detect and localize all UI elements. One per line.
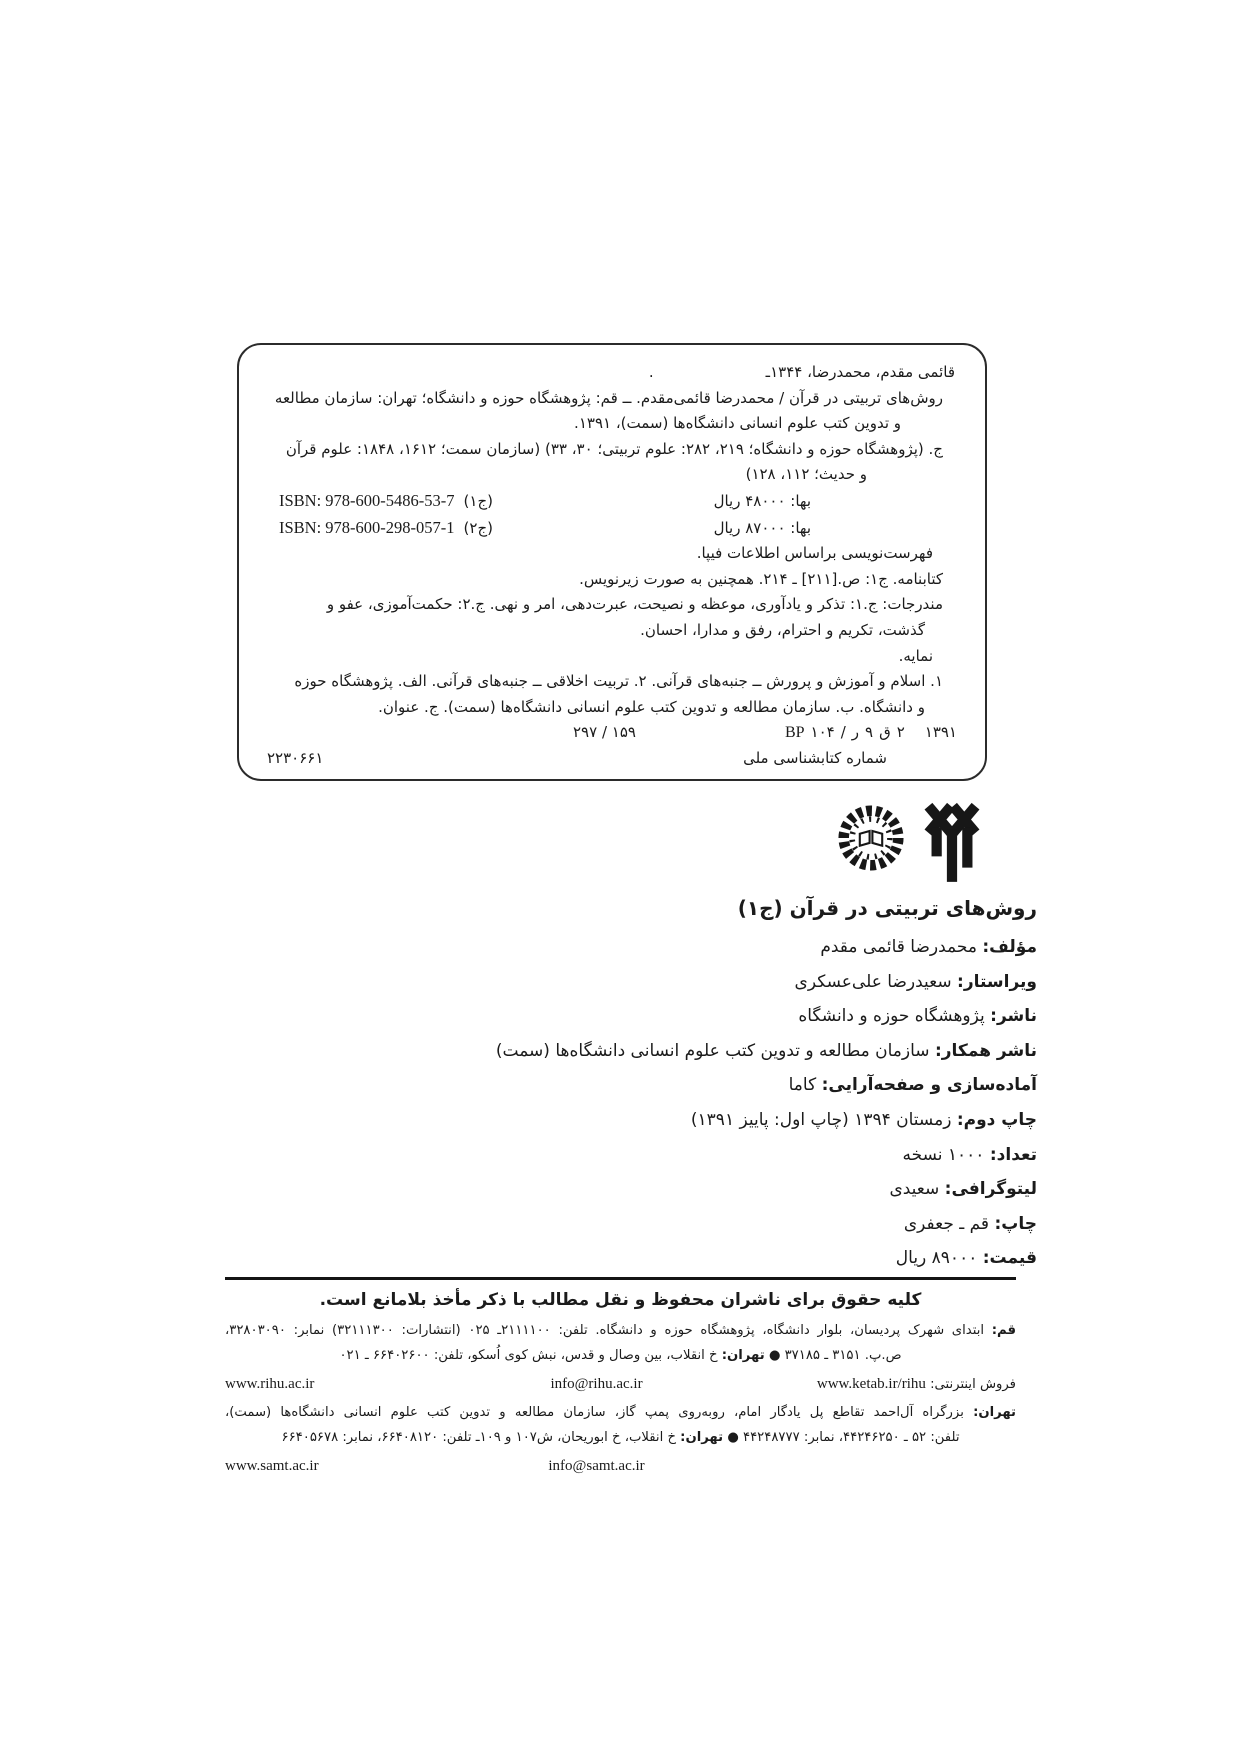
cip-title-line-1: روش‌های تربیتی در قرآن / محمدرضا قائمی‌مقدم. ــ قم: پژوهشگاه حوزه و دانشگاه؛ تهران: سازمان مطالعه xyxy=(274,388,943,407)
info-row-price xyxy=(496,1241,1037,1276)
address-samt-tehran xyxy=(225,1400,1016,1425)
info-row-publisher xyxy=(496,999,1037,1034)
cip-call-year: ۱۳۹۱ xyxy=(924,723,957,742)
info-row-printing xyxy=(496,1207,1037,1242)
cip-series-line-1: ج. (پژوهشگاه حوزه و دانشگاه؛ ۲۱۹، ۲۸۲: علوم تربیتی؛ ۳۰، ۳۳) (سازمان سمت؛ ۱۶۱۲، ۱۸۴۸: علوم قرآن xyxy=(285,439,943,458)
book-title: روش‌های تربیتی در قرآن (ج۱) xyxy=(737,896,1037,920)
tehran3-label: تهران: xyxy=(680,1430,724,1446)
cip-isbn-2-number: ISBN: 978-600-298-057-1 xyxy=(279,517,455,537)
info-label: لیتوگرافی: xyxy=(944,1179,1037,1200)
info-label: چاپ دوم: xyxy=(956,1109,1037,1130)
cip-lc-call-number xyxy=(785,720,905,746)
info-row-editor xyxy=(496,965,1037,1000)
cip-lc-part: ۲ xyxy=(896,723,905,742)
info-label: چاپ: xyxy=(994,1213,1037,1234)
qom-address: ابتدای شهرک پردیسان، بلوار دانشگاه، پژوهشگاه حوزه و دانشگاه. تلفن: ۲۱۱۱۱۰۰ـ ۰۲۵ (انتشارات: ۳۲۱۱۱۳۰۰) نمابر: ۳۲۸۰۳۰۹۰، xyxy=(225,1323,985,1338)
cip-contents-line-1: مندرجات: ج.۱: تذکر و یادآوری، موعظه و نصیحت، عبرت‌دهی، امر و نهی. ج.۲: حکمت‌آموزی، عفو و xyxy=(326,595,943,614)
cip-call-number-row xyxy=(261,720,959,746)
cip-title-line-2: و تدوین کتب علوم انسانی دانشگاه‌ها (سمت)، ۱۳۹۱. xyxy=(574,414,901,433)
cip-national-bib-row xyxy=(261,746,959,772)
cip-price-2: بها: ۸۷۰۰۰ ریال xyxy=(713,518,811,537)
bullet-icon: ● xyxy=(727,1430,739,1446)
samt-website-link[interactable]: www.samt.ac.ir xyxy=(225,1457,319,1474)
info-value: سازمان مطالعه و تدوین کتب علوم انسانی دانشگاه‌ها (سمت) xyxy=(495,1040,930,1061)
cip-series-line-2: و حدیث؛ ۱۱۲، ۱۲۸) xyxy=(745,465,867,484)
tehran2-label: تهران: xyxy=(973,1404,1016,1420)
info-value: ۱۰۰۰ نسخه xyxy=(902,1144,985,1165)
samt-logo-icon xyxy=(836,799,906,877)
cip-price-1: بها: ۴۸۰۰۰ ریال xyxy=(713,491,811,510)
footer-divider xyxy=(225,1277,1016,1280)
samt-web-row xyxy=(225,1453,1016,1480)
info-value: محمدرضا قائمی مقدم xyxy=(820,937,977,957)
cip-contents-line-2: گذشت، تکریم و احترام، رفق و مدارا، احسان. xyxy=(640,620,925,639)
book-info-block xyxy=(496,893,1037,1276)
cip-subjects-line-2: و دانشگاه. ب. سازمان مطالعه و تدوین کتب علوم انسانی دانشگاه‌ها (سمت). ج. عنوان. xyxy=(378,697,925,716)
info-label: مؤلف: xyxy=(982,937,1037,957)
info-label: ویراستار: xyxy=(957,971,1037,992)
info-label: قیمت: xyxy=(982,1248,1037,1269)
cip-isbn-1-number: ISBN: 978-600-5486-53-7 xyxy=(279,490,455,510)
cip-isbn-1-volume: (ج۱) xyxy=(463,491,493,510)
rihu-logo-icon xyxy=(923,799,981,885)
online-shop-label: فروش اینترنتی: xyxy=(930,1376,1016,1392)
cip-dewey-number: ۲۹۷ / ۱۵۹ xyxy=(573,723,636,742)
info-label: ناشر همکار: xyxy=(934,1040,1037,1061)
cip-lc-part: ۹ xyxy=(865,723,874,742)
info-row-edition xyxy=(496,1103,1037,1138)
cip-cataloging-box xyxy=(237,343,987,781)
rihu-web-row xyxy=(225,1371,1016,1398)
cip-fipa-note: فهرست‌نویسی براساس اطلاعات فیپا. xyxy=(696,544,933,563)
info-row-layout xyxy=(496,1068,1037,1103)
cip-lc-part: ق xyxy=(879,723,891,742)
online-shop-link[interactable]: www.ketab.ir/rihu xyxy=(816,1375,926,1392)
cip-author-name: قائمی مقدم، محمدرضا، ۱۳۴۴ـ xyxy=(765,363,955,381)
cip-isbn-2 xyxy=(261,515,493,542)
info-value: کاما xyxy=(788,1075,817,1096)
online-shop xyxy=(728,1371,1016,1398)
info-row-copies xyxy=(496,1138,1037,1173)
tehran1-address: خ انقلاب، بین وصال و قدس، نبش کوی اُسکو، تلفن: ۶۶۴۰۲۶۰۰ ـ ۰۲۱ xyxy=(339,1348,718,1364)
info-label: ناشر: xyxy=(990,1006,1037,1027)
pobox: ص.پ. ۳۱۵۱ ـ ۳۷۱۸۵ xyxy=(784,1348,902,1364)
info-value: سعیدرضا علی‌عسکری xyxy=(794,971,952,992)
cip-price-row-1 xyxy=(261,488,959,515)
cip-isbn-1 xyxy=(261,488,493,515)
info-value: ۸۹۰۰۰ ریال xyxy=(895,1248,978,1269)
info-value: قم ـ جعفری xyxy=(903,1213,990,1234)
cip-lc-part: / xyxy=(840,723,846,742)
cip-bibliography-note: کتابنامه. ج۱: ص.[۲۱۱] ـ ۲۱۴. همچنین به صورت زیرنویس. xyxy=(579,569,943,588)
rihu-email-link[interactable]: info@rihu.ac.ir xyxy=(550,1375,643,1392)
info-row-lithography xyxy=(496,1172,1037,1207)
address-qom xyxy=(225,1318,1016,1343)
rights-statement: کلیه حقوق برای ناشران محفوظ و نقل مطالب با ذکر مأخذ بلامانع است. xyxy=(319,1290,922,1310)
address-phones-tehran xyxy=(225,1425,1016,1450)
address-pobox-tehran xyxy=(225,1343,1016,1368)
cip-author-line xyxy=(261,360,959,386)
info-value: سعیدی xyxy=(889,1179,940,1200)
samt-phones: تلفن: ۵۲ ـ ۴۴۲۴۶۲۵۰، نمابر: ۴۴۲۴۸۷۷۷ xyxy=(743,1430,960,1446)
cip-lc-part: ر xyxy=(851,723,859,742)
cip-price-row-2 xyxy=(261,515,959,542)
cip-subjects-line-1: ۱. اسلام و آموزش و پرورش ــ جنبه‌های قرآنی. ۲. تربیت اخلاقی ــ جنبه‌های قرآنی. الف. پژوهشگاه حوزه xyxy=(294,672,943,691)
info-value: پژوهشگاه حوزه و دانشگاه xyxy=(798,1006,985,1027)
publisher-logos xyxy=(836,799,981,885)
cip-national-bib-label: شماره کتابشناسی ملی xyxy=(743,748,887,767)
info-label: آماده‌سازی و صفحه‌آرایی: xyxy=(821,1075,1037,1096)
cip-lc-bp: BP xyxy=(784,724,805,742)
qom-label: قم: xyxy=(991,1323,1017,1338)
info-row-copublisher xyxy=(496,1034,1037,1069)
samt-email-link[interactable]: info@samt.ac.ir xyxy=(548,1457,645,1474)
cip-author-dot: . xyxy=(648,363,654,381)
tehran1-label: تهران: xyxy=(721,1348,765,1364)
cip-national-bib-number: ۲۲۳۰۶۶۱ xyxy=(267,748,324,767)
tehran2-address: بزرگراه آل‌احمد تقاطع پل یادگار امام، روبه‌روی پمپ گاز، سازمان مطالعه و تدوین کتب علوم انسانی دانشگاه‌ها (سمت)، xyxy=(225,1404,964,1420)
cip-isbn-2-volume: (ج۲) xyxy=(463,518,493,537)
cip-lc-part: ۱۰۴ xyxy=(810,723,835,742)
footer-contacts xyxy=(225,1277,1016,1482)
bullet-icon: ● xyxy=(768,1348,781,1364)
rihu-website-link[interactable]: www.rihu.ac.ir xyxy=(225,1375,315,1392)
cip-index-note: نمایه. xyxy=(898,646,933,665)
info-label: تعداد: xyxy=(989,1144,1037,1165)
info-row-author xyxy=(496,930,1037,965)
tehran3-address: خ انقلاب، خ ابوریحان، ش۱۰۷ و ۱۰۹ـ تلفن: ۶۶۴۰۸۱۲۰، نمابر: ۶۶۴۰۵۶۷۸ xyxy=(281,1430,676,1446)
info-value: زمستان ۱۳۹۴ (چاپ اول: پاییز ۱۳۹۱) xyxy=(690,1109,952,1130)
